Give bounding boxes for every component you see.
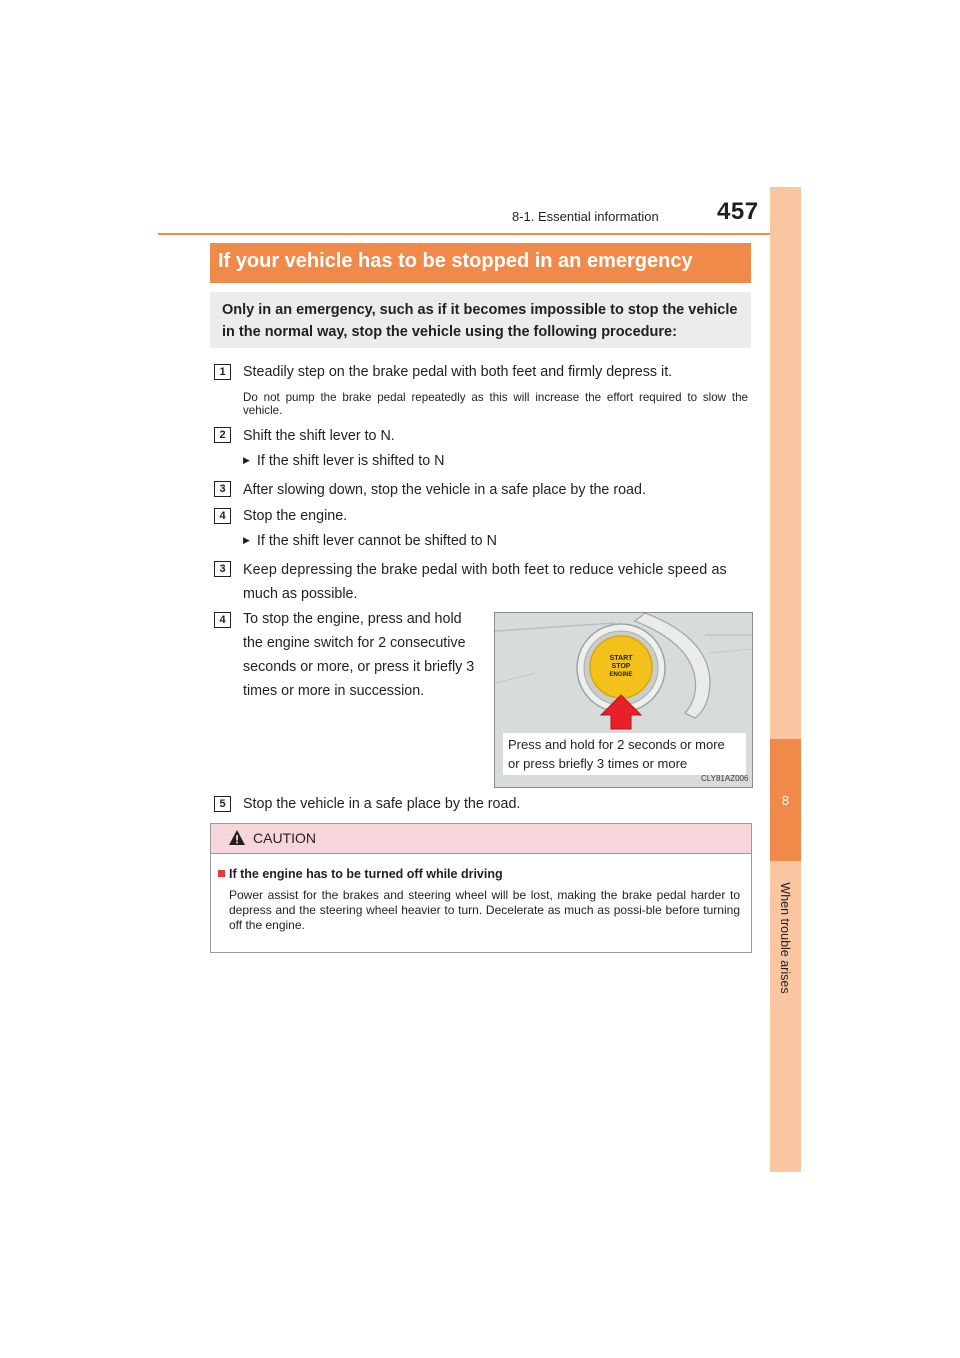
step-4b-line-1: To stop the engine, press and hold bbox=[243, 611, 462, 627]
case-shifted-to-n bbox=[243, 453, 444, 469]
step-3b-line-1: Keep depressing the brake pedal with both feet to reduce vehicle speed as bbox=[243, 562, 727, 578]
step-badge-4b: 4 bbox=[214, 612, 231, 628]
case-cannot-shift-to-n bbox=[243, 533, 497, 549]
button-label-stop: STOP bbox=[611, 663, 631, 670]
page-number: 457 bbox=[717, 198, 759, 225]
step-badge-3b: 3 bbox=[214, 561, 231, 577]
step-5-text: Stop the vehicle in a safe place by the road. bbox=[243, 796, 521, 812]
caution-label: CAUTION bbox=[253, 830, 316, 846]
step-1-text: Steadily step on the brake pedal with both feet and firmly depress it. bbox=[243, 364, 673, 380]
illustration-caption-line-1: Press and hold for 2 seconds or more bbox=[508, 737, 725, 752]
chapter-number: 8 bbox=[781, 793, 790, 808]
step-badge-1: 1 bbox=[214, 364, 231, 380]
triangle-bullet-icon: ▶ bbox=[243, 535, 250, 545]
header-rule bbox=[158, 233, 800, 235]
case-a-label: If the shift lever is shifted to N bbox=[256, 453, 445, 469]
button-label-start: START bbox=[609, 655, 633, 662]
chapter-title: When trouble arises bbox=[778, 882, 792, 994]
step-4b-line-2: the engine switch for 2 consecutive bbox=[243, 635, 466, 651]
step-4b-line-3: seconds or more, or press it briefly 3 bbox=[243, 659, 475, 675]
step-2-text: Shift the shift lever to N. bbox=[243, 428, 395, 444]
step-badge-2: 2 bbox=[214, 427, 231, 443]
step-badge-3a: 3 bbox=[214, 481, 231, 497]
warning-triangle-icon bbox=[228, 829, 246, 846]
illustration-code: CLY81AZ006 bbox=[701, 774, 749, 783]
step-4b-line-4: times or more in succession. bbox=[243, 683, 425, 699]
step-4b-text bbox=[243, 607, 481, 703]
step-3b-line-2: much as possible. bbox=[243, 586, 358, 602]
illustration-caption bbox=[508, 735, 725, 773]
side-chapter-band bbox=[770, 187, 801, 1172]
triangle-bullet-icon: ▶ bbox=[243, 455, 250, 465]
illustration-caption-line-2: or press briefly 3 times or more bbox=[508, 756, 688, 771]
case-b-label: If the shift lever cannot be shifted to N bbox=[256, 533, 497, 549]
step-3a-text: After slowing down, stop the vehicle in a safe place by the road. bbox=[243, 482, 646, 498]
button-label-engine: ENGINE bbox=[609, 672, 633, 678]
intro-text: Only in an emergency, such as if it becomes impossible to stop the vehicle in the normal way, stop the vehicle using the following procedure: bbox=[222, 302, 738, 340]
step-3b-text bbox=[243, 558, 748, 606]
step-1-note: Do not pump the brake pedal repeatedly as this will increase the effort required to slow the vehicle. bbox=[243, 391, 748, 417]
step-badge-4a: 4 bbox=[214, 508, 231, 524]
caution-subtitle bbox=[218, 867, 503, 881]
square-bullet-icon bbox=[218, 870, 225, 877]
caution-subtitle-text: If the engine has to be turned off while driving bbox=[229, 867, 503, 881]
section-title: If your vehicle has to be stopped in an emergency bbox=[218, 250, 693, 272]
caution-body: Power assist for the brakes and steering wheel will be lost, making the brake pedal harder to depress and the steering wheel heavier to turn. Decelerate as much as possi-ble before turning off the engine. bbox=[229, 888, 740, 932]
step-4a-text: Stop the engine. bbox=[243, 508, 348, 524]
header-section-title: 8-1. Essential information bbox=[512, 209, 659, 224]
step-badge-5: 5 bbox=[214, 796, 231, 812]
